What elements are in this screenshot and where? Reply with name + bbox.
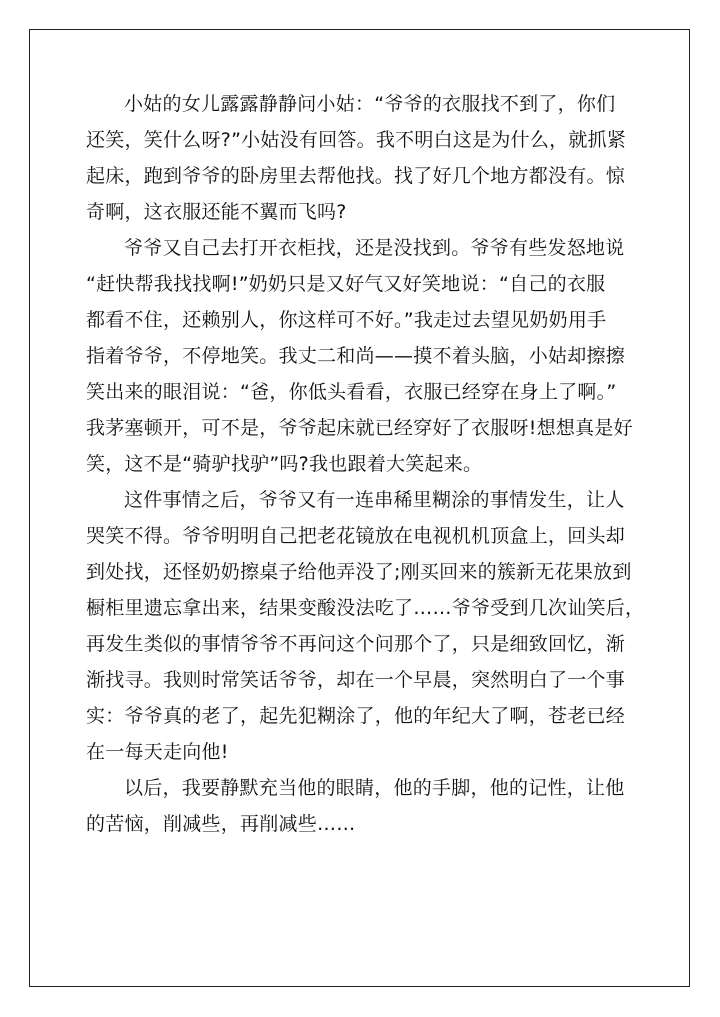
- text-line: 的苦恼，削减些，再削减些……: [86, 813, 356, 835]
- text-line: 橱柜里遗忘拿出来，结果变酸没法吃了……爷爷受到几次讪笑后，: [86, 597, 645, 619]
- text-line: “赶快帮我找找啊!”奶奶只是又好气又好笑地说：“自己的衣服: [86, 273, 606, 295]
- paragraph: [86, 86, 634, 230]
- text-line: 再发生类似的事情爷爷不再问这个问那个了，只是细致回忆，渐: [86, 633, 626, 655]
- text-line: 还笑，笑什么呀?”小姑没有回答。我不明白这是为什么，就抓紧: [86, 129, 627, 151]
- text-line: 都看不住，还赖别人，你这样可不好。”我走过去望见奶奶用手: [86, 309, 607, 331]
- document-body: [86, 86, 645, 842]
- text-line: 笑，这不是“骑驴找驴”吗?我也跟着大笑起来。: [86, 453, 483, 475]
- text-line: 起床，跑到爷爷的卧房里去帮他找。找了好几个地方都没有。惊: [86, 165, 626, 187]
- text-line: 奇啊，这衣服还能不翼而飞吗?: [86, 201, 347, 223]
- text-line: 爷爷又自己去打开衣柜找，还是没找到。爷爷有些发怒地说: [124, 237, 625, 259]
- paragraph: [86, 482, 645, 770]
- text-line: 到处找，还怪奶奶擦桌子给他弄没了;刚买回来的簇新无花果放到: [86, 561, 632, 583]
- text-line: 这件事情之后，爷爷又有一连串稀里糊涂的事情发生，让人: [124, 489, 625, 511]
- text-line: 笑出来的眼泪说：“爸，你低头看看，衣服已经穿在身上了啊。”: [86, 381, 617, 403]
- text-line: 指着爷爷，不停地笑。我丈二和尚——摸不着头脑，小姑却擦擦: [86, 345, 626, 367]
- text-line: 哭笑不得。爷爷明明自己把老花镜放在电视机机顶盒上，回头却: [86, 525, 626, 547]
- text-line: 我茅塞顿开，可不是，爷爷起床就已经穿好了衣服呀!想想真是好: [86, 417, 633, 439]
- text-line: 渐找寻。我则时常笑话爷爷，却在一个早晨，突然明白了一个事: [86, 669, 626, 691]
- text-line: 实：爷爷真的老了，起先犯糊涂了，他的年纪大了啊，苍老已经: [86, 705, 626, 727]
- text-line: 在一每天走向他!: [86, 741, 229, 763]
- paragraph: [86, 230, 634, 482]
- text-line: 小姑的女儿露露静静问小姑：“爷爷的衣服找不到了，你们: [124, 93, 616, 115]
- text-line: 以后，我要静默充当他的眼睛，他的手脚，他的记性，让他: [124, 777, 625, 799]
- paragraph: [86, 770, 634, 842]
